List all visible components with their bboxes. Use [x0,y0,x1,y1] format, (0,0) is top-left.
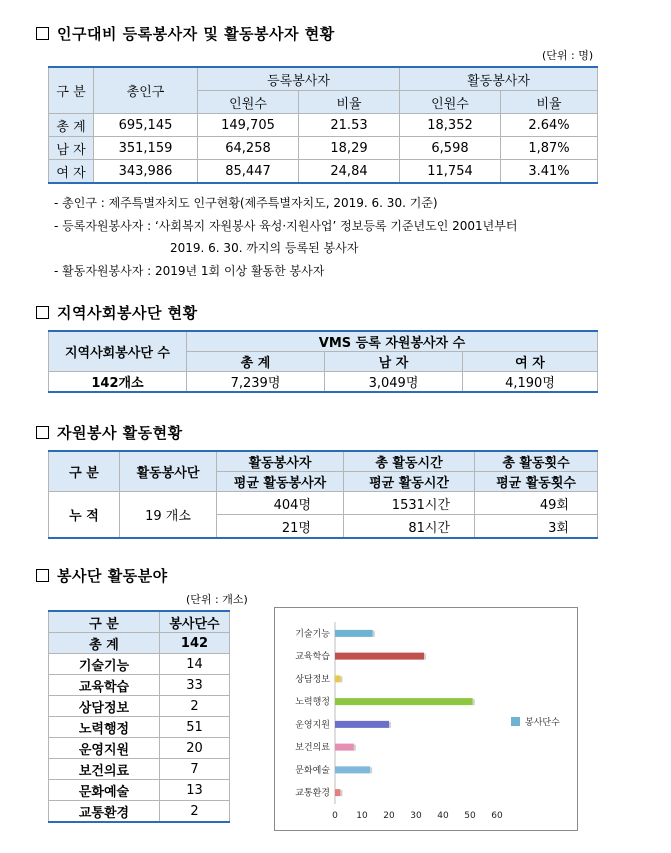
table-row: 총 계 142 [49,633,230,654]
header-count: 봉사단수 [160,611,230,633]
header-times: 총 활동횟수 [475,451,598,472]
header-vms: VMS 등록 자원봉사자 수 [187,331,598,352]
tick-label: 10 [356,811,368,821]
tick-label: 30 [410,811,422,821]
table-row: 문화예술 13 [49,780,230,801]
table-row: 기술기능 14 [49,654,230,675]
header-reg-count: 인원수 [198,91,299,114]
header-avg-volunteers: 평균 활동봉사자 [217,472,344,492]
category-label: 노력행정 [295,697,330,708]
bar-shadow [370,767,372,773]
note-population: - 총인구 : 제주특별자치도 인구현황(제주특별자치도, 2019. 6. 30. 기준) [54,196,438,210]
note-registered-cont: 2019. 6. 30. 까지의 등록된 봉사자 [170,241,359,255]
field-table [48,610,230,823]
bar-shadow [340,790,342,796]
header-active: 활동봉사자 [400,67,598,91]
header-volunteers: 활동봉사자 [217,451,344,472]
bar [335,630,373,637]
bar-chart [275,608,577,830]
category-label: 문화예술 [295,765,330,776]
bar-shadow [389,722,391,728]
bar [335,789,340,796]
section4-title: 봉사단 활동분야 [36,565,168,586]
section2-title: 지역사회봉사단 현황 [36,302,198,323]
table-row: 교육학습 33 [49,675,230,696]
tick-label: 40 [437,811,449,821]
header-female: 여 자 [463,352,598,372]
table-row: 누 적 19 개소 404명 1531시간 49회 [49,492,598,515]
section4-unit: (단위 : 개소) [186,593,248,606]
table-row: 보건의료 7 [49,759,230,780]
tick-label: 20 [383,811,395,821]
category-label: 보건의료 [295,743,330,754]
header-division: 구 분 [49,67,94,114]
checkbox-icon [36,27,49,40]
header-male: 남 자 [325,352,463,372]
table-row: 여 자 343,986 85,447 24,84 11,754 3.41% [49,160,598,184]
checkbox-icon [36,569,49,582]
header-act-count: 인원수 [400,91,501,114]
table-row: 142개소 7,239명 3,049명 4,190명 [49,372,598,393]
checkbox-icon [36,306,49,319]
table-row: 총 계 695,145 149,705 21.53 18,352 2.64% [49,114,598,137]
checkbox-icon [36,426,49,439]
category-label: 기술기능 [295,629,330,640]
bar-shadow [340,676,342,682]
tick-label: 0 [332,811,338,821]
population-volunteer-table [48,66,598,184]
bar-shadow [354,745,356,751]
table-row: 남 자 351,159 64,258 18,29 6,598 1,87% [49,137,598,160]
note-registered: - 등록자원봉사자 : ‘사회복지 자원봉사 육성·지원사업’ 정보등록 기준년도인 2001년부터 [54,219,518,233]
header-groups: 활동봉사단 [120,451,217,492]
bar [335,698,473,705]
header-division: 구 분 [49,611,160,633]
table-row: 21명 81시간 3회 [49,515,598,539]
bar [335,721,389,728]
community-group-table [48,330,598,393]
table-row: 교통환경 2 [49,801,230,823]
header-registered: 등록봉사자 [198,67,400,91]
header-avg-hours: 평균 활동시간 [344,472,475,492]
header-reg-ratio: 비율 [299,91,400,114]
bar-shadow [373,631,375,637]
section3-title: 자원봉사 활동현황 [36,422,183,443]
note-active: - 활동자원봉사자 : 2019년 1회 이상 활동한 봉사자 [54,264,325,278]
table-row: 노력행정 51 [49,717,230,738]
bar-shadow [424,654,426,660]
legend-swatch [511,717,520,726]
category-label: 상담정보 [295,674,330,685]
legend-label: 봉사단수 [525,718,560,728]
activity-table [48,450,598,539]
table-row: 운영지원 20 [49,738,230,759]
category-label: 교육학습 [295,652,330,663]
header-total: 총 계 [187,352,325,372]
header-act-ratio: 비율 [501,91,598,114]
header-population: 총인구 [94,67,198,114]
section1-unit: (단위 : 명) [542,49,594,62]
chart-frame [274,607,578,831]
section1-title: 인구대비 등록봉사자 및 활동봉사자 현황 [36,23,335,44]
header-division: 구 분 [49,451,120,492]
bar [335,766,370,773]
tick-label: 50 [464,811,476,821]
tick-label: 60 [491,811,503,821]
header-hours: 총 활동시간 [344,451,475,472]
bar [335,744,354,751]
category-label: 운영지원 [295,720,330,731]
header-avg-times: 평균 활동횟수 [475,472,598,492]
bar [335,675,340,682]
table-row: 상담정보 2 [49,696,230,717]
bar-shadow [473,699,475,705]
category-label: 교통환경 [295,788,330,799]
header-groups: 지역사회봉사단 수 [49,331,187,372]
bar [335,653,424,660]
